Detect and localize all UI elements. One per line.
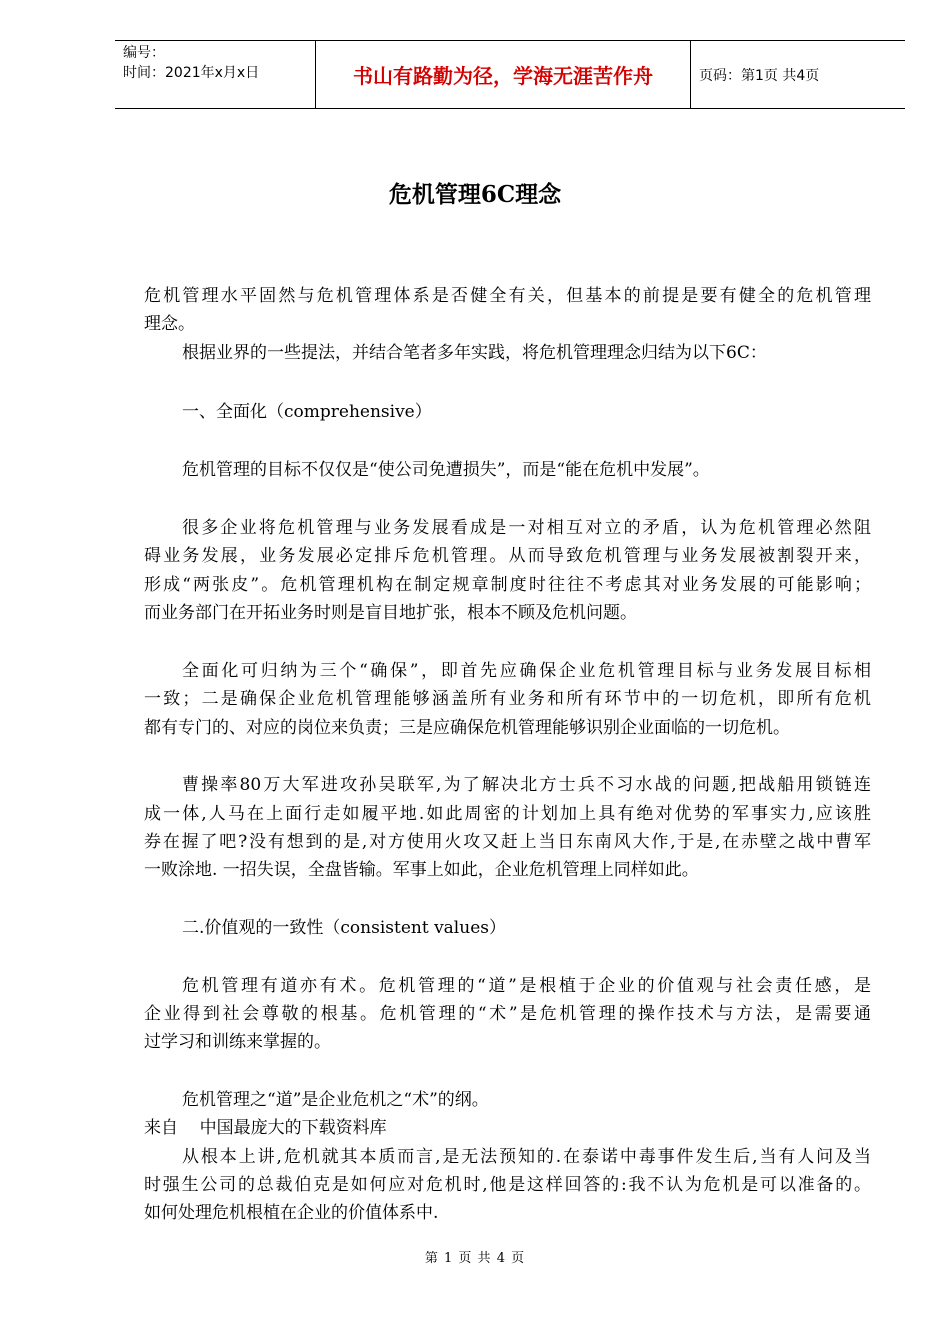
- paragraph-line: 一致；二是确保企业危机管理能够涵盖所有业务和所有环节中的一切危机，即所有危机: [144, 689, 871, 709]
- paragraph-line: 很多企业将危机管理与业务发展看成是一对相互对立的矛盾，认为危机管理必然阻: [182, 518, 871, 538]
- paragraph-line: 过学习和训练来掌握的。: [144, 1032, 331, 1052]
- paragraph-line: 危机管理的目标不仅仅是“使公司免遭损失”，而是“能在危机中发展”。: [182, 460, 710, 480]
- paragraph-line: 理念。: [144, 314, 195, 334]
- header-page-label: 页码：第1页 共4页: [699, 67, 820, 84]
- document-time-label: 时间：2021年x月x日: [123, 65, 260, 81]
- paragraph-line: 曹操率80万大军进攻孙吴联军,为了解决北方士兵不习水战的问题,把战船用锁链连: [182, 775, 871, 795]
- paragraph-line: 根据业界的一些提法，并结合笔者多年实践，将危机管理理念归结为以下6C：: [182, 343, 767, 363]
- header-meta: [115, 41, 315, 108]
- section-heading: 二.价值观的一致性（consistent values）: [182, 918, 506, 938]
- paragraph-line: 时强生公司的总裁伯克是如何应对危机时,他是这样回答的:我不认为危机是可以准备的。: [144, 1175, 871, 1195]
- source-note: 来自 中国最庞大的下载资料库: [144, 1118, 387, 1138]
- paragraph-line: 成一体,人马在上面行走如履平地.如此周密的计划加上具有绝对优势的军事实力,应该胜: [144, 804, 871, 824]
- paragraph-line: 危机管理之“道”是企业危机之“术”的纲。: [182, 1090, 489, 1110]
- paragraph-line: 企业得到社会尊敬的根基。危机管理的“术”是危机管理的操作技术与方法，是需要通: [144, 1004, 871, 1024]
- page-footer: 第 1 页 共 4 页: [424, 1251, 526, 1266]
- paragraph-line: 而业务部门在开拓业务时则是盲目地扩张，根本不顾及危机问题。: [144, 603, 637, 623]
- document-number-label: 编号：: [123, 45, 165, 61]
- paragraph-line: 危机管理有道亦有术。危机管理的“道”是根植于企业的价值观与社会责任感，是: [182, 976, 871, 996]
- document-title: 危机管理6C理念: [388, 181, 562, 208]
- paragraph-line: 危机管理水平固然与危机管理体系是否健全有关，但基本的前提是要有健全的危机管理: [144, 286, 871, 306]
- paragraph-line: 券在握了吧?没有想到的是,对方使用火攻又赶上当日东南风大作,于是,在赤壁之战中曹军: [144, 832, 871, 852]
- paragraph-line: 都有专门的、对应的岗位来负责；三是应确保危机管理能够识别企业面临的一切危机。: [144, 718, 790, 738]
- paragraph-line: 形成“两张皮”。危机管理机构在制定规章制度时往往不考虑其对业务发展的可能影响；: [144, 575, 871, 595]
- section-heading: 一、全面化（comprehensive）: [182, 402, 432, 422]
- paragraph-line: 如何处理危机根植在企业的价值体系中.: [144, 1203, 439, 1223]
- paragraph-line: 全面化可归纳为三个“确保”，即首先应确保企业危机管理目标与业务发展目标相: [182, 661, 871, 681]
- header-motto: 书山有路勤为径，学海无涯苦作舟: [315, 41, 691, 108]
- paragraph-line: 碍业务发展，业务发展必定排斥危机管理。从而导致危机管理与业务发展被割裂开来，: [144, 546, 871, 566]
- paragraph-line: 从根本上讲,危机就其本质而言,是无法预知的.在泰诺中毒事件发生后,当有人问及当: [182, 1147, 871, 1167]
- paragraph-line: 一败涂地. 一招失误，全盘皆输。军事上如此，企业危机管理上同样如此。: [144, 860, 699, 880]
- page-header: [115, 40, 905, 109]
